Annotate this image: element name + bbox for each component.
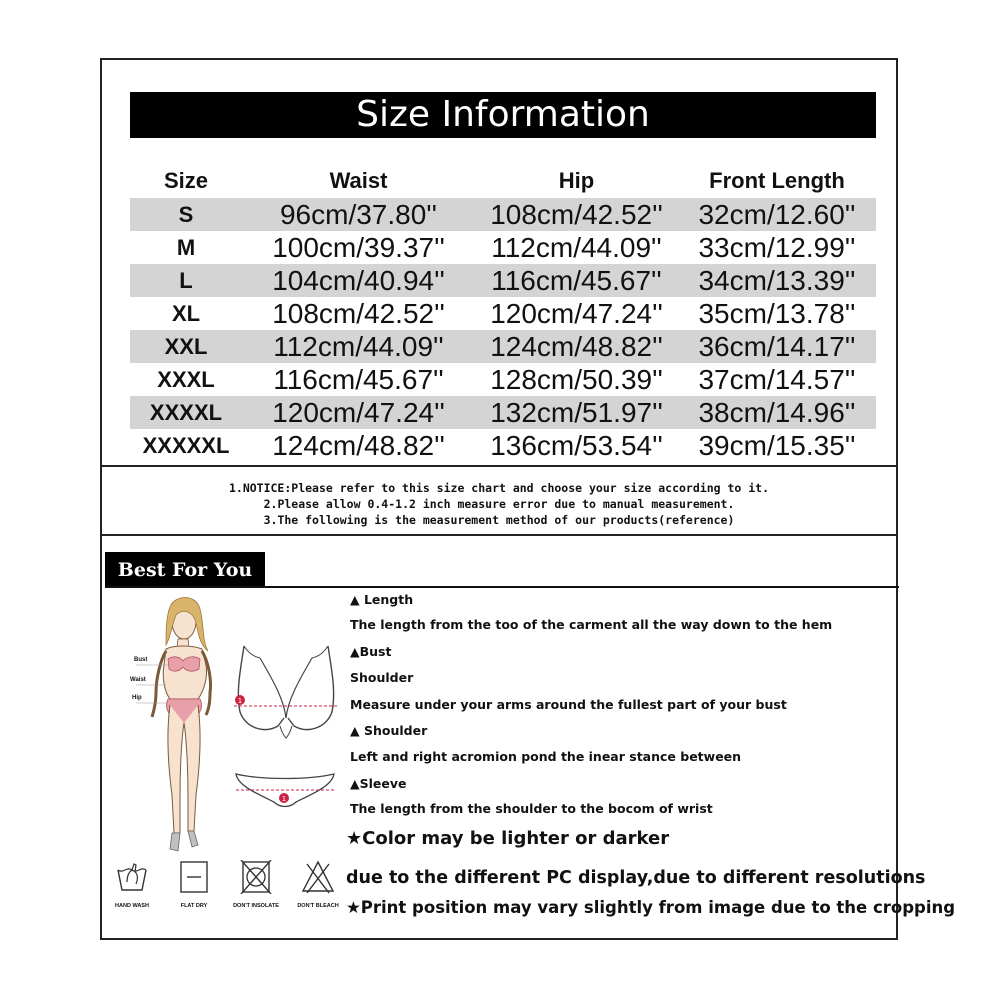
model-figure-illustration <box>122 595 234 857</box>
bikini-bottom-diagram <box>232 768 338 818</box>
front-length-cell: 32cm/12.60'' <box>698 199 856 230</box>
header-waist: Waist <box>329 168 388 193</box>
front-length-cell: 39cm/15.35'' <box>698 430 856 461</box>
front-length-cell: 34cm/13.39'' <box>698 265 856 296</box>
bust-subtitle: Shoulder <box>350 670 414 685</box>
waist-cell: 104cm/40.94'' <box>272 265 445 296</box>
care-hand-wash <box>102 860 162 909</box>
front-length-cell: 36cm/14.17'' <box>698 331 856 362</box>
notice-line-3: 3.The following is the measurement method of our products(reference) <box>263 513 735 527</box>
table-row <box>130 330 876 363</box>
waist-cell: 116cm/45.67'' <box>273 364 444 395</box>
table-row <box>130 264 876 297</box>
front-length-cell: 37cm/14.57'' <box>698 364 856 395</box>
sleeve-title: ▲Sleeve <box>350 776 407 791</box>
size-cell: XXXXL <box>149 400 223 425</box>
table-header-row <box>130 164 876 197</box>
length-description: The length from the too of the carment all the way down to the hem <box>350 617 833 632</box>
care-do-not-insolate <box>226 860 286 909</box>
svg-text:1: 1 <box>281 795 287 803</box>
color-note: ★Color may be lighter or darker <box>346 828 670 849</box>
bikini-top-diagram <box>230 642 342 742</box>
size-cell: L <box>179 268 193 293</box>
size-cell: XL <box>171 301 201 326</box>
bust-title: ▲Bust <box>350 644 392 659</box>
best-for-you-banner: Best For You <box>105 552 265 588</box>
table-row <box>130 297 876 330</box>
care-label: HAND WASH <box>115 903 149 909</box>
size-cell: XXL <box>164 334 208 359</box>
hip-cell: 120cm/47.24'' <box>490 298 663 329</box>
divider <box>102 465 896 467</box>
hip-cell: 128cm/50.39'' <box>490 364 663 395</box>
shoulder-title: ▲ Shoulder <box>350 723 428 738</box>
waist-cell: 96cm/37.80'' <box>279 199 437 230</box>
waist-cell: 108cm/42.52'' <box>272 298 445 329</box>
notice-line-1: 1.NOTICE:Please refer to this size chart and choose your size according to it. <box>228 481 770 495</box>
front-length-cell: 35cm/13.78'' <box>698 298 856 329</box>
size-cell: M <box>176 235 196 260</box>
display-note: due to the different PC display,due to different resolutions <box>346 868 926 888</box>
front-length-cell: 33cm/12.99'' <box>698 232 856 263</box>
header-hip: Hip <box>558 168 595 193</box>
waist-cell: 100cm/39.37'' <box>272 232 445 263</box>
hand-wash-icon <box>115 860 149 894</box>
hip-cell: 132cm/51.97'' <box>490 397 663 428</box>
sleeve-description: The length from the shoulder to the bocom of wrist <box>350 801 713 816</box>
svg-text:1: 1 <box>237 697 243 705</box>
size-cell: XXXL <box>157 367 215 392</box>
banner-underline <box>105 586 899 588</box>
notice-text <box>102 480 896 528</box>
care-flat-dry <box>164 860 224 909</box>
table-row <box>130 363 876 396</box>
waist-cell: 124cm/48.82'' <box>272 430 445 461</box>
header-front-length: Front Length <box>709 168 845 193</box>
care-label: FLAT DRY <box>180 903 208 909</box>
notice-line-2: 2.Please allow 0.4-1.2 inch measure error due to manual measurement. <box>263 497 735 511</box>
do-not-bleach-icon <box>301 860 335 894</box>
hip-cell: 136cm/53.54'' <box>490 430 663 461</box>
divider <box>102 534 896 536</box>
hip-cell: 124cm/48.82'' <box>490 331 663 362</box>
length-title: ▲ Length <box>350 592 414 607</box>
hip-label: Hip <box>132 695 142 701</box>
table-row <box>130 396 876 429</box>
do-not-insolate-icon <box>239 860 273 894</box>
care-label: DON'T INSOLATE <box>233 903 279 909</box>
hip-cell: 112cm/44.09'' <box>491 232 662 263</box>
print-position-note: ★Print position may vary slightly from image due to the cropping <box>346 898 956 917</box>
size-cell: S <box>178 202 194 227</box>
shoulder-description: Left and right acromion pond the inear stance between <box>350 749 742 764</box>
front-length-cell: 38cm/14.96'' <box>698 397 856 428</box>
care-do-not-bleach <box>288 860 348 909</box>
care-label: DON'T BLEACH <box>297 903 339 909</box>
size-information-title: Size Information <box>130 92 876 138</box>
table-row <box>130 198 876 231</box>
table-row <box>130 231 876 264</box>
flat-dry-icon <box>177 860 211 894</box>
size-chart-frame <box>100 58 956 940</box>
hip-cell: 116cm/45.67'' <box>491 265 662 296</box>
bust-label: Bust <box>134 657 148 663</box>
table-row <box>130 429 876 462</box>
size-cell: XXXXXL <box>142 433 230 458</box>
header-size: Size <box>163 168 209 193</box>
bust-description: Measure under your arms around the fullest part of your bust <box>350 697 787 712</box>
hip-cell: 108cm/42.52'' <box>490 199 663 230</box>
waist-cell: 112cm/44.09'' <box>273 331 444 362</box>
waist-cell: 120cm/47.24'' <box>272 397 445 428</box>
waist-label: Waist <box>130 677 146 683</box>
